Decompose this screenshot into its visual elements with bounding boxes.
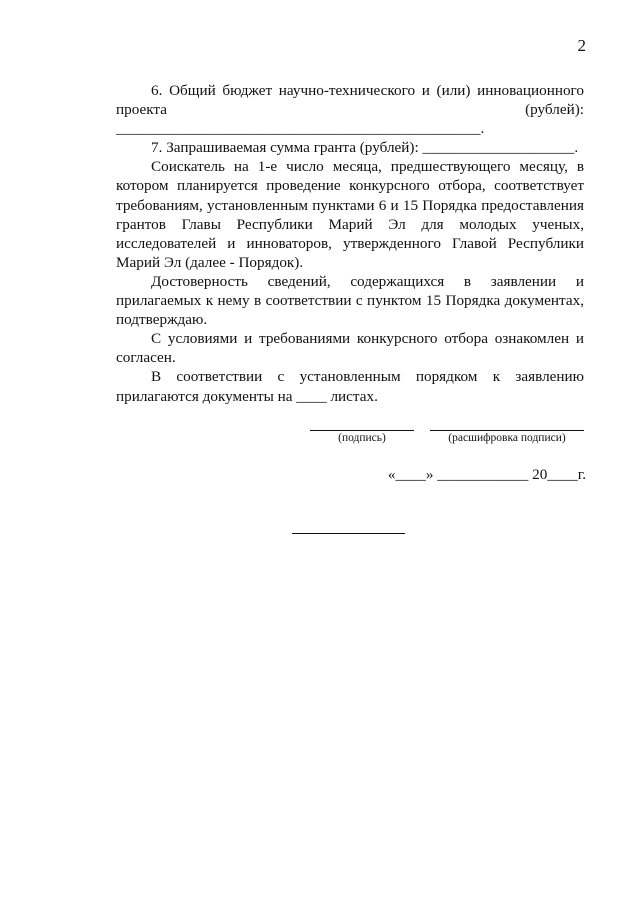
- paragraph-requested-grant: 7. Запрашиваемая сумма гранта (рублей): ____________________.: [151, 139, 579, 157]
- signature-line: [310, 430, 414, 431]
- paragraph-applicant-compliance: Соискатель на 1-е число месяца, предшествующего месяцу, в котором планируется проведение конкурсного отбора, соответствует требованиям, установленным пунктами 6 и 15 Порядка предоставления грантов Главы Республики Марий Эл для молодых ученых, исследователей и инноваторов, утвержденного Главой Республики Марий Эл (далее - Порядок).: [116, 158, 584, 271]
- application-body: [116, 81, 584, 406]
- date-line: «____» ____________ 20____г.: [387, 466, 586, 483]
- paragraph-attached-documents: В соответствии с установленным порядком к заявлению прилагаются документы на ____ листах.: [116, 368, 584, 405]
- signature-decoding-caption: (расшифровка подписи): [448, 432, 566, 444]
- paragraph-total-budget: 6. Общий бюджет научно-технического и (или) инновационного проекта (рублей): ________________________________________________.: [116, 82, 584, 138]
- signature-caption: (подпись): [338, 432, 386, 444]
- signature-block: [308, 418, 586, 458]
- paragraph-accuracy-confirmation: Достоверность сведений, содержащихся в заявлении и прилагаемых к нему в соответствии с пунктом 15 Порядка документах, подтверждаю.: [116, 272, 584, 329]
- end-of-document-rule: [292, 533, 405, 534]
- signature-decoding-line: [430, 430, 584, 431]
- paragraph-conditions-agreement: С условиями и требованиями конкурсного отбора ознакомлен и согласен.: [116, 330, 584, 367]
- page-number: 2: [577, 36, 586, 55]
